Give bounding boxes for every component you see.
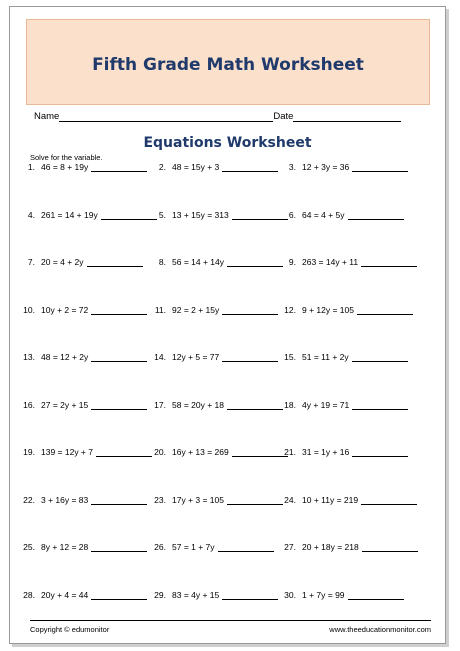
answer-blank[interactable] bbox=[361, 496, 417, 505]
website-text: www.theeducationmonitor.com bbox=[329, 625, 431, 634]
problem-number: 2. bbox=[158, 162, 166, 172]
problem-item bbox=[279, 162, 408, 172]
problem-equation: 263 = 14y + 11 bbox=[302, 257, 359, 267]
problem-number: 15. bbox=[284, 352, 296, 362]
problem-number: 28. bbox=[23, 589, 35, 600]
answer-blank[interactable] bbox=[352, 448, 408, 457]
answer-blank[interactable] bbox=[227, 401, 283, 410]
answer-blank[interactable] bbox=[96, 448, 152, 457]
problem-item bbox=[149, 542, 274, 552]
answer-blank[interactable] bbox=[222, 591, 278, 600]
problem-item bbox=[279, 590, 404, 600]
problem-equation: 16y + 13 = 269 bbox=[172, 447, 229, 457]
answer-blank[interactable] bbox=[352, 353, 408, 362]
problem-number: 14. bbox=[154, 352, 166, 362]
problem-item bbox=[149, 590, 278, 600]
problem-number: 20. bbox=[154, 447, 166, 457]
problem-number: 17. bbox=[154, 399, 166, 410]
instructions: Solve for the variable. bbox=[30, 153, 103, 162]
problem-equation: 31 = 1y + 16 bbox=[302, 447, 350, 457]
answer-blank[interactable] bbox=[222, 163, 278, 172]
problem-number: 26. bbox=[154, 542, 166, 552]
problem-equation: 17y + 3 = 105 bbox=[172, 494, 224, 505]
problem-grid bbox=[10, 7, 445, 643]
problem-item bbox=[149, 447, 288, 457]
problem-equation: 83 = 4y + 15 bbox=[172, 589, 220, 600]
problem-number: 16. bbox=[23, 399, 35, 410]
problem-number: 22. bbox=[23, 494, 35, 505]
problem-equation: 46 = 8 + 19y bbox=[41, 162, 89, 172]
name-label: Name bbox=[34, 111, 60, 122]
problem-number: 11. bbox=[154, 304, 166, 315]
problem-equation: 13 + 15y = 313 bbox=[172, 209, 229, 220]
answer-blank[interactable] bbox=[91, 543, 147, 552]
problem-number: 5. bbox=[158, 209, 166, 220]
problem-equation: 20 = 4 + 2y bbox=[41, 257, 84, 267]
problem-item bbox=[149, 257, 283, 267]
problem-item bbox=[149, 400, 283, 410]
problem-number: 21. bbox=[284, 447, 296, 457]
answer-blank[interactable] bbox=[87, 258, 143, 267]
problem-item bbox=[279, 352, 408, 362]
problem-item bbox=[279, 305, 413, 315]
answer-blank[interactable] bbox=[218, 543, 274, 552]
date-label: Date bbox=[273, 111, 294, 122]
problem-equation: 20 + 18y = 218 bbox=[302, 542, 359, 552]
problem-item bbox=[279, 495, 417, 505]
problem-equation: 48 = 12 + 2y bbox=[41, 352, 89, 362]
problem-equation: 9 + 12y = 105 bbox=[302, 304, 354, 315]
problem-number: 29. bbox=[154, 589, 166, 600]
problem-item bbox=[18, 542, 147, 552]
problem-number: 19. bbox=[23, 447, 35, 457]
problem-equation: 48 = 15y + 3 bbox=[172, 162, 220, 172]
answer-blank[interactable] bbox=[91, 306, 147, 315]
answer-blank[interactable] bbox=[357, 306, 413, 315]
problem-number: 8. bbox=[158, 257, 166, 267]
answer-blank[interactable] bbox=[352, 163, 408, 172]
answer-blank[interactable] bbox=[91, 591, 147, 600]
answer-blank[interactable] bbox=[91, 496, 147, 505]
page-title: Fifth Grade Math Worksheet bbox=[92, 55, 364, 75]
problem-equation: 64 = 4 + 5y bbox=[302, 209, 345, 220]
problem-item bbox=[279, 447, 408, 457]
answer-blank[interactable] bbox=[222, 353, 278, 362]
problem-item bbox=[18, 210, 157, 220]
problem-number: 18. bbox=[284, 399, 296, 410]
problem-number: 13. bbox=[23, 352, 35, 362]
problem-item bbox=[18, 352, 147, 362]
problem-item bbox=[149, 162, 278, 172]
answer-blank[interactable] bbox=[91, 353, 147, 362]
answer-blank[interactable] bbox=[91, 163, 147, 172]
answer-blank[interactable] bbox=[227, 258, 283, 267]
problem-equation: 8y + 12 = 28 bbox=[41, 542, 89, 552]
problem-number: 30. bbox=[284, 589, 296, 600]
answer-blank[interactable] bbox=[91, 401, 147, 410]
problem-item bbox=[18, 257, 143, 267]
problem-number: 9. bbox=[288, 257, 296, 267]
problem-equation: 10y + 2 = 72 bbox=[41, 304, 89, 315]
problem-equation: 1 + 7y = 99 bbox=[302, 589, 345, 600]
problem-number: 10. bbox=[23, 304, 35, 315]
problem-number: 4. bbox=[27, 209, 35, 220]
problem-number: 25. bbox=[23, 542, 35, 552]
problem-number: 3. bbox=[288, 162, 296, 172]
problem-equation: 12 + 3y = 36 bbox=[302, 162, 350, 172]
problem-equation: 27 = 2y + 15 bbox=[41, 399, 89, 410]
answer-blank[interactable] bbox=[361, 258, 417, 267]
problem-item bbox=[18, 590, 147, 600]
problem-number: 24. bbox=[284, 494, 296, 505]
problem-equation: 12y + 5 = 77 bbox=[172, 352, 220, 362]
problem-equation: 56 = 14 + 14y bbox=[172, 257, 224, 267]
problem-number: 23. bbox=[154, 494, 166, 505]
problem-item bbox=[18, 400, 147, 410]
copyright-text: Copyright © edumonitor bbox=[30, 625, 110, 634]
problem-equation: 261 = 14 + 19y bbox=[41, 209, 98, 220]
answer-blank[interactable] bbox=[348, 211, 404, 220]
problem-equation: 58 = 20y + 18 bbox=[172, 399, 224, 410]
problem-item bbox=[18, 447, 152, 457]
problem-item bbox=[149, 305, 278, 315]
problem-item bbox=[279, 210, 404, 220]
answer-blank[interactable] bbox=[222, 306, 278, 315]
answer-blank[interactable] bbox=[362, 543, 418, 552]
footer bbox=[30, 620, 431, 634]
problem-item bbox=[149, 352, 278, 362]
worksheet-subtitle: Equations Worksheet bbox=[143, 135, 312, 151]
problem-item bbox=[18, 495, 147, 505]
worksheet-page bbox=[9, 6, 446, 644]
problem-equation: 4y + 19 = 71 bbox=[302, 399, 350, 410]
problem-item bbox=[279, 400, 408, 410]
problem-equation: 20y + 4 = 44 bbox=[41, 589, 89, 600]
answer-blank[interactable] bbox=[352, 401, 408, 410]
problem-item bbox=[279, 257, 417, 267]
problem-number: 7. bbox=[27, 257, 35, 267]
answer-blank[interactable] bbox=[348, 591, 404, 600]
problem-item bbox=[18, 305, 147, 315]
problem-equation: 10 + 11y = 219 bbox=[302, 494, 359, 505]
problem-equation: 3 + 16y = 83 bbox=[41, 494, 89, 505]
problem-equation: 51 = 11 + 2y bbox=[302, 352, 349, 362]
problem-equation: 92 = 2 + 15y bbox=[172, 304, 220, 315]
problem-number: 1. bbox=[27, 162, 35, 172]
problem-item bbox=[279, 542, 418, 552]
problem-number: 6. bbox=[288, 209, 296, 220]
problem-item bbox=[149, 495, 283, 505]
problem-number: 27. bbox=[284, 542, 296, 552]
problem-number: 12. bbox=[284, 304, 296, 315]
problem-equation: 139 = 12y + 7 bbox=[41, 447, 93, 457]
problem-item bbox=[18, 162, 147, 172]
problem-equation: 57 = 1 + 7y bbox=[172, 542, 215, 552]
answer-blank[interactable] bbox=[227, 496, 283, 505]
problem-item bbox=[149, 210, 288, 220]
